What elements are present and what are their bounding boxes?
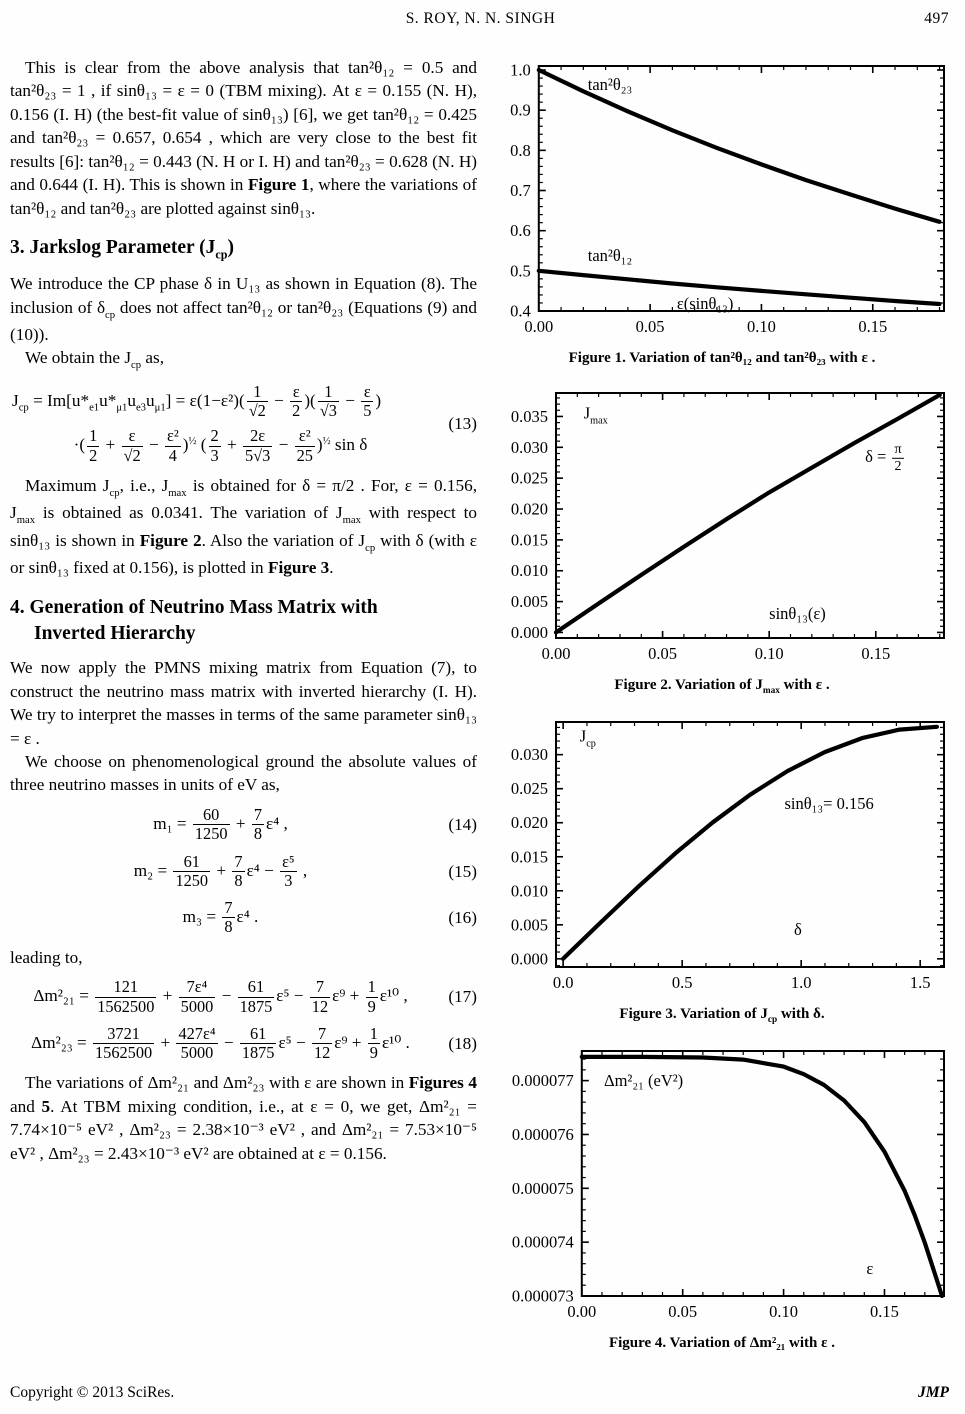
equation-18-number: (18) xyxy=(448,1033,477,1053)
svg-text:1.0: 1.0 xyxy=(790,973,812,993)
figure-4-plot xyxy=(499,1043,951,1327)
svg-text:0.035: 0.035 xyxy=(510,406,548,426)
svg-text:0.020: 0.020 xyxy=(510,813,548,833)
svg-text:0.5: 0.5 xyxy=(671,973,693,993)
svg-text:0.000: 0.000 xyxy=(510,622,548,642)
figure-4-caption: Figure 4. Variation of Δm²₂₁ with ε . xyxy=(608,1335,836,1352)
svg-text:0.7: 0.7 xyxy=(510,181,531,201)
equation-16-body: m₃ = $\frac{7}{8}$ ε⁴ . xyxy=(182,898,259,937)
section-4-heading-line-1: 4. Generation of Neutrino Mass Matrix with xyxy=(10,597,378,619)
svg-text:0.10: 0.10 xyxy=(746,317,776,336)
svg-text:0.015: 0.015 xyxy=(510,847,548,867)
section-4-heading xyxy=(10,595,477,646)
two-column-content xyxy=(10,56,951,1352)
figure-1-chart xyxy=(499,58,951,342)
equation-17-number: (17) xyxy=(448,987,477,1007)
equation-18 xyxy=(10,1025,477,1063)
equation-14-number: (14) xyxy=(448,815,477,835)
svg-text:0.000074: 0.000074 xyxy=(511,1232,574,1252)
svg-text:0.000: 0.000 xyxy=(510,949,548,969)
curve-label-delta-m21-squared: Δm²₂₁ (eV²) xyxy=(603,1070,684,1090)
page-number: 497 xyxy=(924,10,949,27)
figure-4-chart xyxy=(499,1043,951,1327)
svg-text:1.0: 1.0 xyxy=(510,60,531,80)
svg-text:0.15: 0.15 xyxy=(870,1302,899,1322)
axis-label-epsilon-sin-theta13: ε(sinθ₁₃) xyxy=(676,293,734,313)
equation-18-body: Δm²₂₃ = $\frac{3721}{1562500}$ + $\frac{\text{427ε⁴}}{5000}$ − $\frac{61}{1875}$ ε⁵ − $\frac{7}{12}$ ε⁹ + $\frac{1}{9}$ ε¹⁰ . xyxy=(31,1023,410,1063)
svg-text:0.030: 0.030 xyxy=(510,745,548,765)
svg-text:0.000075: 0.000075 xyxy=(511,1179,574,1199)
left-text-column xyxy=(10,56,477,1352)
page-header xyxy=(10,10,951,34)
svg-text:0.020: 0.020 xyxy=(510,499,548,519)
svg-text:0.9: 0.9 xyxy=(510,100,531,120)
curve-label-tan2-theta23: tan²θ₂₃ xyxy=(587,75,633,95)
equation-17 xyxy=(10,978,477,1016)
curve-jmax-vs-epsilon xyxy=(556,395,940,633)
svg-text:0.6: 0.6 xyxy=(510,221,531,241)
figure-3-caption: Figure 3. Variation of $J_{cp}$ with δ. xyxy=(619,1006,825,1026)
equation-16 xyxy=(10,899,477,937)
running-head: S. ROY, N. N. SINGH xyxy=(405,10,556,27)
section-4-heading-line-2: Inverted Hierarchy xyxy=(34,622,196,644)
paragraph-maximum-jcp: Maximum $J_{cp}$, i.e., $J_{max}$ is obtained for δ = π/2 . For, ε = 0.156, $J_{max}$ is obtained as 0.0341. The variation of $J_{max}$ with respect to sinθ₁₃ is shown in Figure 2. Also the variation of $J_{cp}$ with δ (with ε or sinθ₁₃ fixed at 0.156), is plotted in Figure 3. xyxy=(10,476,478,577)
paragraph-pmns: We now apply the PMNS mixing matrix from Equation (7), to construct the neutrino mass matrix with inverted hierarchy (I. H). We try to interpret the masses in terms of the same parameter sinθ₁₃ = ε . xyxy=(10,658,477,748)
svg-text:0.005: 0.005 xyxy=(510,915,548,935)
equation-13-line-2: ·( $\frac{1}{2}$ + $\frac{\varepsilon}{√2}$ − $\frac{\text{ε²}}{4}$ )$^{\frac{1}{2}}$ ( $\frac{2}{3}$ + $\frac{2\varepsilon}{5√3}$ − $\frac{\text{ε²}}{25}$ )$^{\frac{1}{2}}$ sin δ xyxy=(73,426,368,465)
equation-13-number: (13) xyxy=(448,414,477,434)
paragraph-analysis: This is clear from the above analysis that tan²θ₁₂ = 0.5 and tan²θ₂₃ = 1 , if sinθ₁₃ = ε = 0 (TBM mixing). At ε = 0.155 (N. H), 0.156 (I. H) (the best-fit value of sinθ₁₃) [6], we get tan²θ₁₂ = 0.425 and tan²θ₂₃ = 0.657, 0.654 , which are very close to the best fit results [6]: tan²θ₁₂ = 0.443 (N. H or I. H) and tan²θ₂₃ = 0.628 (N. H) and 0.644 (I. H). This is shown in Figure 1, where the variations of tan²θ₁₂ and tan²θ₂₃ are plotted against sinθ₁₃. xyxy=(10,58,477,218)
svg-text:0.10: 0.10 xyxy=(769,1302,799,1322)
equation-15 xyxy=(10,853,477,891)
svg-text:0.015: 0.015 xyxy=(510,530,548,550)
figure-1-caption: Figure 1. Variation of tan²θ₁₂ and tan²θ₂₃ with ε . xyxy=(568,350,876,366)
section-3-heading: 3. Jarkslog Parameter $(J_{cp})$ xyxy=(10,237,235,262)
svg-text:0.000077: 0.000077 xyxy=(511,1071,574,1091)
svg-text:0.15: 0.15 xyxy=(858,317,888,336)
svg-text:0.15: 0.15 xyxy=(861,644,891,663)
svg-text:0.025: 0.025 xyxy=(510,779,548,799)
svg-text:0.10: 0.10 xyxy=(754,644,784,663)
svg-text:0.0: 0.0 xyxy=(552,973,574,993)
svg-text:0.030: 0.030 xyxy=(510,437,548,457)
figures-column xyxy=(477,56,951,1352)
equation-13 xyxy=(10,383,477,465)
svg-text:0.05: 0.05 xyxy=(648,644,678,663)
svg-text:0.000076: 0.000076 xyxy=(511,1125,574,1145)
figure-4 xyxy=(499,1043,951,1352)
figure-3-chart xyxy=(499,714,951,998)
page-footer xyxy=(10,1384,949,1402)
curve-label-jmax: $J_{max}$ xyxy=(583,403,608,427)
equation-17-body: Δm²₂₁ = $\frac{121}{1562500}$ + $\frac{\text{7ε⁴}}{5000}$ − $\frac{61}{1875}$ ε⁵ − $\frac{7}{12}$ ε⁹ + $\frac{1}{9}$ ε¹⁰ , xyxy=(33,977,408,1016)
paragraph-we-obtain: We obtain the $J_{cp}$ as, xyxy=(25,348,164,372)
axis-label-sin-theta13-epsilon: sinθ₁₃(ε) xyxy=(769,603,826,623)
paragraph-we-choose: We choose on phenomenological ground the absolute values of three neutrino masses in units of eV as, xyxy=(10,752,477,795)
equation-13-line-1: $J_{cp} = Im[u*_{e1}u*_{\mu 1}u_{e3}u_{\mu 1}] = \varepsilon(1-\varepsilon^2)$( $\frac{1}{√2}$ − $\frac{\varepsilon}{2}$ )( $\frac{1}{√3}$ − $\frac{\varepsilon}{5}$ ) xyxy=(12,381,382,421)
figure-2-caption: Figure 2. Variation of $J_{max}$ with ε . xyxy=(614,677,830,697)
curve-jcp-vs-delta xyxy=(563,727,937,959)
figure-3 xyxy=(499,714,951,1025)
equation-14-body: m₁ = $\frac{60}{1250}$ + $\frac{7}{8}$ ε⁴ , xyxy=(153,804,288,844)
paragraph-variations: The variations of Δm²₂₁ and Δm²₂₃ with ε are shown in Figures 4 and 5. At TBM mixing condition, i.e., at ε = 0, we get, Δm²₂₁ = 7.74×10⁻⁵ eV² , Δm²₂₃ = 2.38×10⁻³ eV² , and Δm²₂₁ = 7.53×10⁻⁵ eV² , Δm²₂₃ = 2.43×10⁻³ eV² are obtained at ε = 0.156. xyxy=(10,1073,478,1163)
paragraph-cp-phase: We introduce the CP phase δ in U₁₃ as shown in Equation (8). The inclusion of $\delta_{cp}$ does not affect tan²θ₁₂ or tan²θ₂₃ (Equations (9) and (10)). xyxy=(10,274,477,345)
svg-text:0.00: 0.00 xyxy=(567,1302,597,1322)
equation-14 xyxy=(10,806,477,844)
annotation-sin-theta13-value: sinθ₁₃= 0.156 xyxy=(784,793,874,813)
figure-2-plot xyxy=(499,385,951,669)
figure-1 xyxy=(499,58,951,367)
annotation-delta-pi-over-2: δ = $\frac{\pi}{2}$ xyxy=(865,442,902,474)
equation-16-number: (16) xyxy=(448,908,477,928)
figure-2-chart xyxy=(499,385,951,669)
curve-label-tan2-theta12: tan²θ₁₂ xyxy=(587,245,633,265)
svg-text:0.000073: 0.000073 xyxy=(511,1286,574,1306)
svg-text:0.00: 0.00 xyxy=(524,317,554,336)
svg-text:0.05: 0.05 xyxy=(668,1302,698,1322)
paragraph-leading-to: leading to, xyxy=(10,947,83,967)
svg-text:0.4: 0.4 xyxy=(510,301,531,321)
svg-text:0.010: 0.010 xyxy=(510,881,548,901)
svg-text:0.5: 0.5 xyxy=(510,261,531,281)
equation-15-number: (15) xyxy=(448,861,477,881)
curve-tan2-theta12 xyxy=(539,271,940,304)
copyright-text: Copyright © 2013 SciRes. xyxy=(10,1384,175,1401)
svg-text:0.025: 0.025 xyxy=(510,468,548,488)
svg-text:0.00: 0.00 xyxy=(541,644,571,663)
svg-text:0.005: 0.005 xyxy=(510,592,548,612)
axis-label-delta: δ xyxy=(794,920,802,940)
svg-text:0.010: 0.010 xyxy=(510,561,548,581)
svg-text:0.05: 0.05 xyxy=(635,317,665,336)
axis-label-epsilon: ε xyxy=(866,1259,874,1279)
svg-text:0.8: 0.8 xyxy=(510,140,531,160)
equation-15-body: m₂ = $\frac{61}{1250}$ + $\frac{7}{8}$ ε⁴ − $\frac{\text{ε⁵}}{3}$ , xyxy=(133,851,308,890)
journal-abbreviation: JMP xyxy=(918,1384,949,1401)
curve-label-jcp: $J_{cp}$ xyxy=(579,726,596,750)
figure-2 xyxy=(499,385,951,696)
figure-3-plot xyxy=(499,714,951,998)
curve-delta-m21-squared-vs-epsilon xyxy=(582,1057,942,1296)
svg-text:1.5: 1.5 xyxy=(909,973,931,993)
